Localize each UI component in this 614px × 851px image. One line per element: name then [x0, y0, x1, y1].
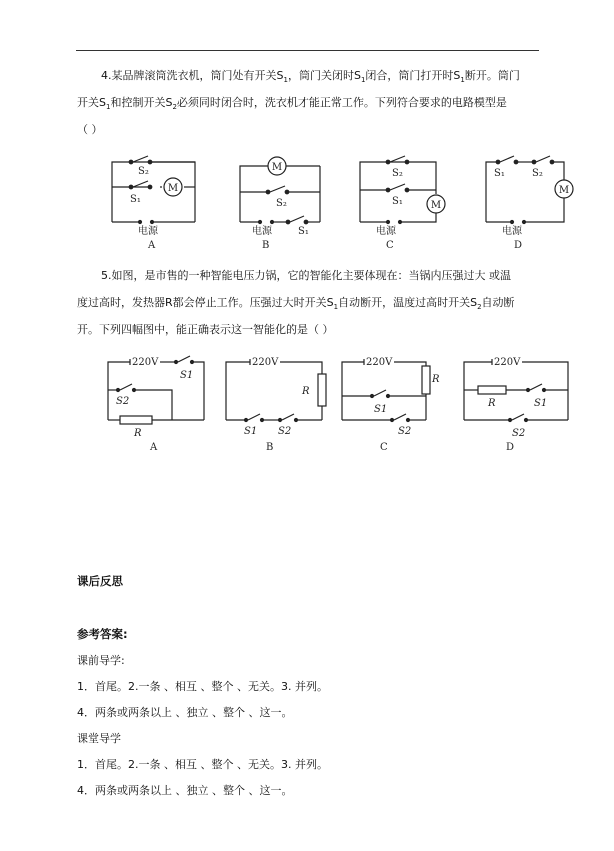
q5-circuit-a	[100, 350, 212, 454]
answers-title: 参考答案:	[77, 627, 128, 641]
switch-s2-label: S₂	[138, 166, 149, 177]
switch-s2-label: S2	[512, 428, 526, 439]
source-label: 电源	[502, 226, 522, 237]
q5-text: 自动断	[481, 296, 515, 309]
option-letter: A	[150, 442, 158, 453]
motor-label: M	[430, 200, 442, 211]
switch-s1-label: S1	[244, 426, 258, 437]
voltage-label: 220V	[132, 357, 159, 368]
switch-s1-label: S₁	[494, 168, 505, 179]
switch-s2-label: S₂	[392, 168, 403, 179]
in-class-answer-1: 1．首尾。2.一条 、相互 、整个 、无关。3. 并列。	[77, 758, 328, 771]
in-class-answer-2: 4．两条或两条以上 、独立 、整个 、这一。	[77, 784, 293, 797]
q4-text: 闭合，筒门打开时S	[365, 69, 461, 82]
q4-line-3: （ ）	[77, 123, 103, 136]
option-letter: C	[386, 240, 394, 251]
header-rule	[76, 50, 539, 51]
source-label: 电源	[252, 226, 272, 237]
pre-class-title: 课前导学:	[77, 654, 125, 667]
option-letter: C	[380, 442, 388, 453]
switch-s1-label: S₁	[298, 226, 309, 237]
subscript: 1	[360, 76, 366, 85]
q4-text: 开关S	[77, 96, 106, 109]
q4-text: ，筒门关闭时S	[287, 69, 361, 82]
pre-class-answer-1: 1．首尾。2.一条 、相互 、整个 、无关。3. 并列。	[77, 680, 328, 693]
switch-s1-label: S1	[534, 398, 548, 409]
subscript: 1	[460, 76, 465, 85]
subscript: 1	[333, 303, 339, 312]
switch-s1-label: S1	[180, 370, 194, 381]
option-letter: D	[506, 442, 515, 453]
q4-circuit-d	[474, 152, 584, 252]
reflection-title: 课后反思	[77, 574, 123, 588]
switch-s2-label: S2	[278, 426, 292, 437]
resistor-label: R	[488, 398, 496, 409]
q4-text: 和控制开关S	[110, 96, 173, 109]
subscript: 2	[172, 103, 177, 112]
q5-line-1: 5.如图，是市售的一种智能电压力锅，它的智能化主要体现在：当锅内压强过大 或温	[101, 269, 511, 282]
motor-label: M	[558, 185, 570, 196]
voltage-label: 220V	[252, 357, 279, 368]
pre-class-answer-2: 4．两条或两条以上 、独立 、整个 、这一。	[77, 706, 293, 719]
switch-s1-label: S₁	[130, 194, 141, 205]
voltage-label: 220V	[366, 357, 393, 368]
q4-circuit-b	[228, 152, 338, 252]
switch-s2-label: S₂	[276, 198, 287, 209]
resistor-label: R	[302, 386, 310, 397]
q5-line-3: 开。下列四幅图中，能正确表示这一智能化的是（ ）	[77, 323, 334, 336]
option-letter: A	[148, 240, 156, 251]
q4-text: 必须同时闭合时，洗衣机才能正常工作。下列符合要求的电路模型是	[176, 96, 507, 109]
q5-circuit-c	[334, 350, 446, 454]
q5-text: 自动断开，温度过高时开关S	[338, 296, 478, 309]
switch-s2-label: S2	[398, 426, 412, 437]
switch-s2-label: S2	[116, 396, 130, 407]
motor-label: M	[167, 183, 179, 194]
source-label: 电源	[138, 226, 158, 237]
switch-s2-label: S₂	[532, 168, 543, 179]
voltage-label: 220V	[494, 357, 521, 368]
source-label: 电源	[376, 226, 396, 237]
subscript: 1	[105, 103, 111, 112]
option-letter: D	[514, 240, 523, 251]
resistor-label: R	[432, 374, 440, 385]
switch-s1-label: S₁	[392, 196, 403, 207]
q4-text: 4.某品牌滚筒洗衣机，筒门处有开关S	[101, 69, 284, 82]
q4-circuit-a	[100, 152, 210, 252]
motor-label: M	[271, 162, 283, 173]
resistor-label: R	[134, 428, 142, 439]
subscript: 2	[477, 303, 482, 312]
subscript: 1	[283, 76, 288, 85]
option-letter: B	[262, 240, 270, 251]
q4-text: 断开。筒门	[464, 69, 520, 82]
in-class-title: 课堂导学	[77, 732, 121, 745]
q5-circuit-b	[218, 350, 330, 454]
option-letter: B	[266, 442, 274, 453]
switch-s1-label: S1	[374, 404, 388, 415]
q5-text: 度过高时，发热器R都会停止工作。压强过大时开关S	[77, 296, 334, 309]
q5-circuit-d	[456, 350, 576, 454]
q4-circuit-c	[348, 152, 458, 252]
